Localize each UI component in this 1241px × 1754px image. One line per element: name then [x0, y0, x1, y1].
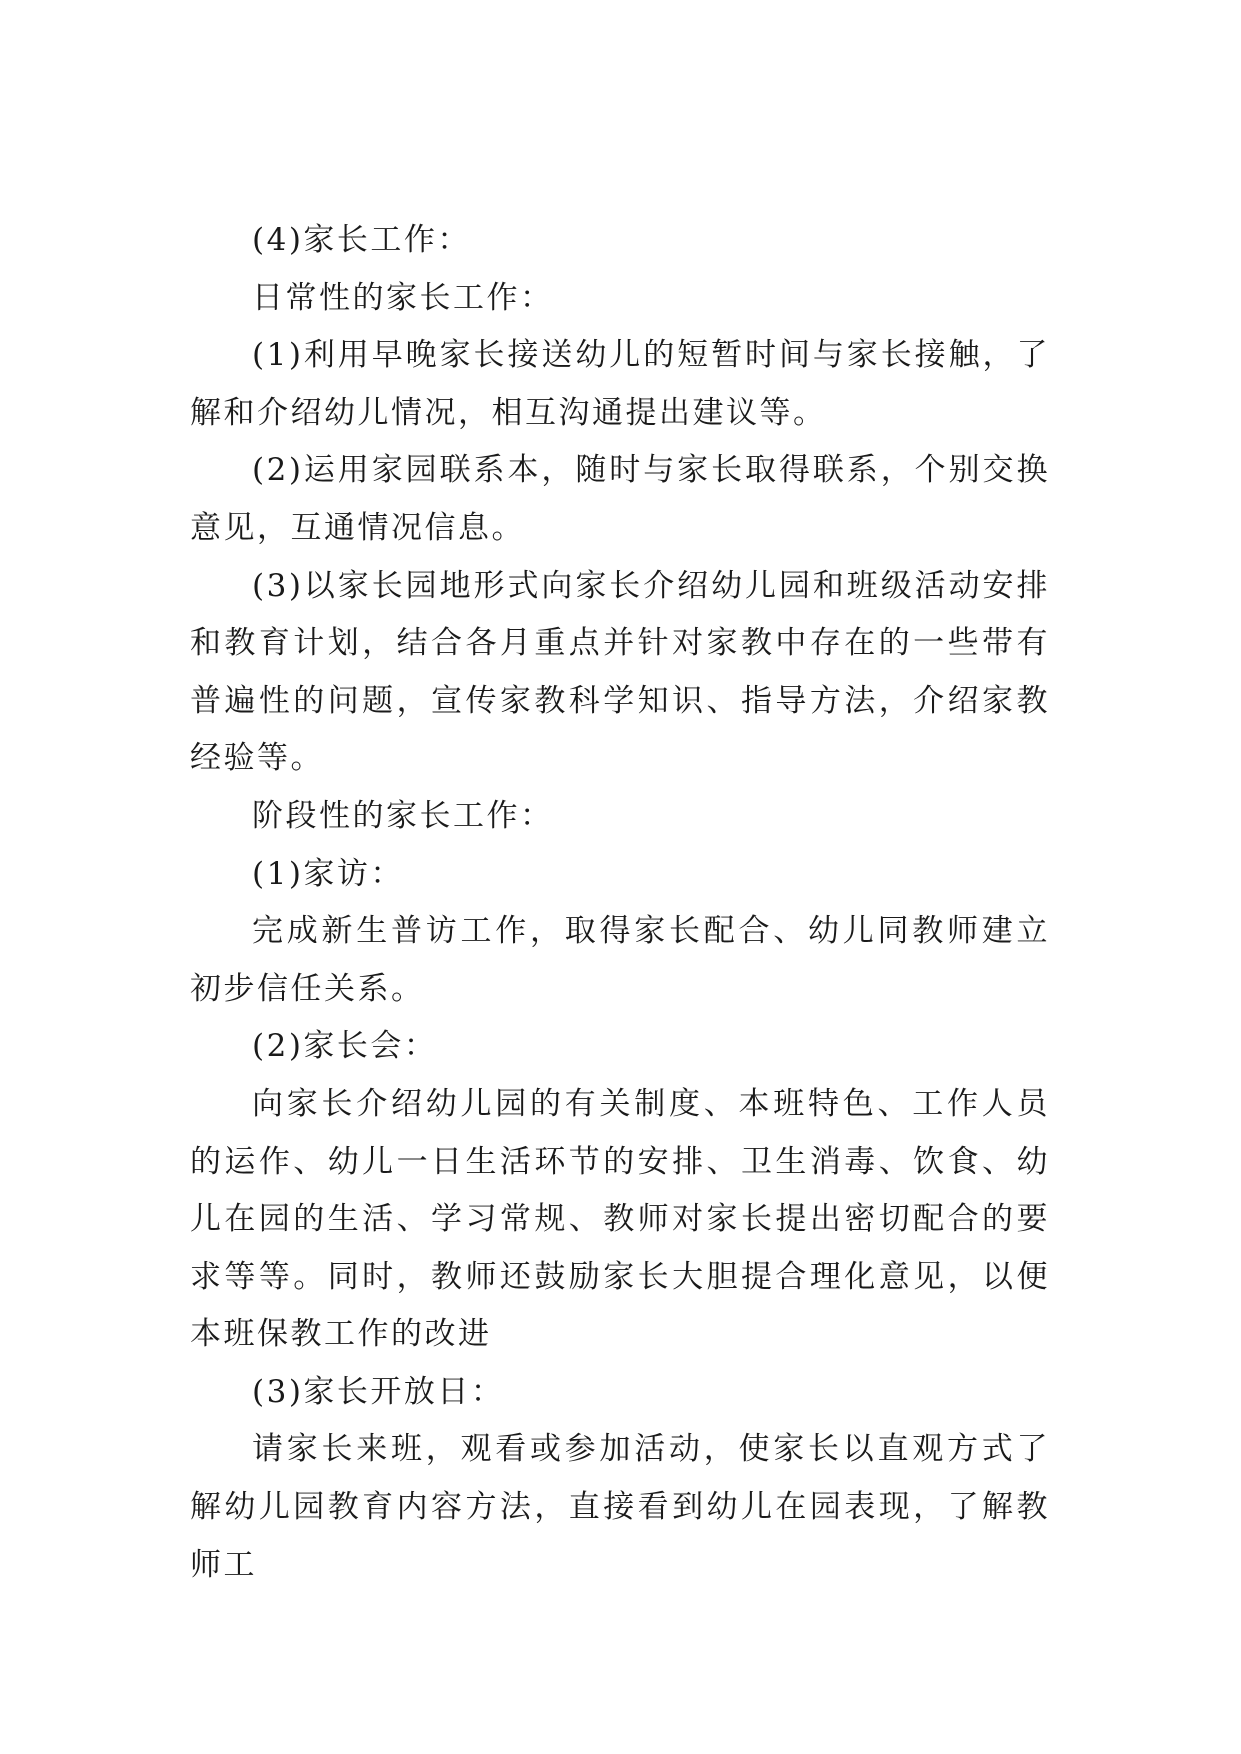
section-heading-parent-work: (4)家长工作： — [252, 222, 471, 258]
item-heading-parent-meeting: (2)家长会： — [252, 1028, 438, 1065]
paragraph-parent-meeting: 向家长介绍幼儿园的有关制度、本班特色、工作人员的运作、幼儿一日生活环节的安排、卫生消毒、饮食、幼儿在园的生活、学习常规、教师对家长提出密切配合的要求等等。同时，教师还鼓励家长大胆提合理化意见，以便本班保教工作的改进 — [190, 1085, 1050, 1353]
item-heading-open-day: (3)家长开放日： — [252, 1373, 505, 1410]
paragraph-parent-bulletin: (3)以家长园地形式向家长介绍幼儿园和班级活动安排和教育计划，结合各月重点并针对家教中存在的一些带有普遍性的问题，宣传家教科学知识、指导方法，介绍家教经验等。 — [190, 567, 1050, 777]
document-body — [190, 212, 1050, 1594]
item-heading-home-visit: (1)家访： — [252, 855, 404, 892]
paragraph-home-visit: 完成新生普访工作，取得家长配合、幼儿同教师建立初步信任关系。 — [190, 913, 1050, 1007]
paragraph-contact-book: (2)运用家园联系本，随时与家长取得联系，个别交换意见，互通情况信息。 — [190, 452, 1050, 546]
paragraph-pickup-communication: (1)利用早晚家长接送幼儿的短暂时间与家长接触，了解和介绍幼儿情况，相互沟通提出建议等。 — [190, 337, 1050, 431]
subheading-daily-parent-work: 日常性的家长工作： — [252, 279, 554, 316]
paragraph-open-day: 请家长来班，观看或参加活动，使家长以直观方式了解幼儿园教育内容方法，直接看到幼儿在园表现，了解教师工 — [190, 1431, 1050, 1583]
subheading-periodic-parent-work: 阶段性的家长工作： — [252, 797, 554, 834]
